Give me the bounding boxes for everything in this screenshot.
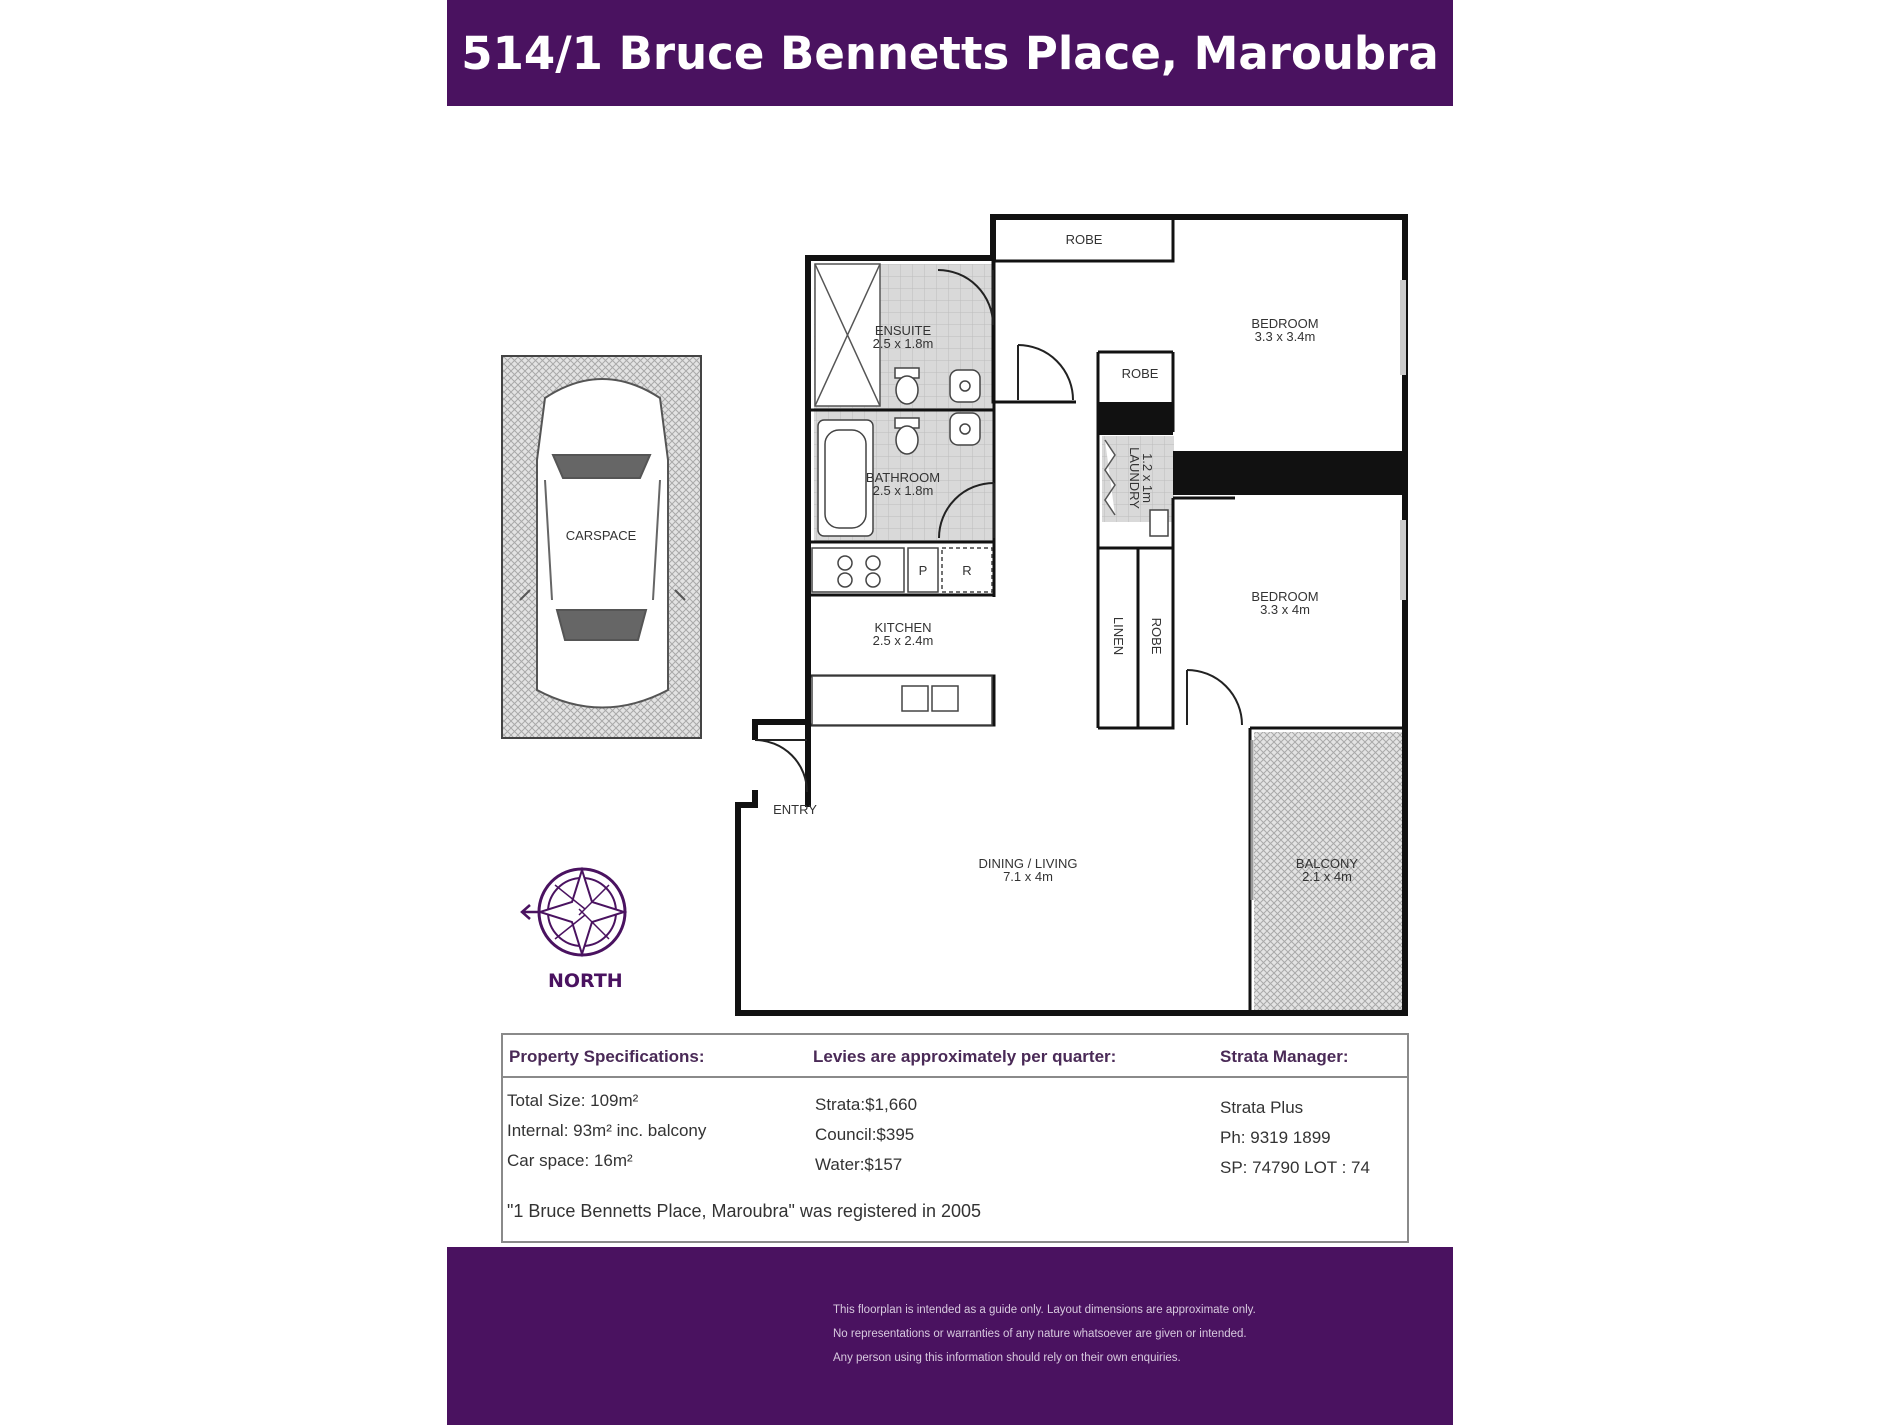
registration-note: "1 Bruce Bennetts Place, Maroubra" was registered in 2005 — [507, 1201, 982, 1221]
dining-label: DINING / LIVING — [978, 856, 1078, 871]
disclaimer-line: Any person using this information should rely on their own enquiries. — [833, 1352, 1181, 1364]
balcony-size: 2.1 x 4m — [1302, 869, 1352, 884]
pantry-label: P — [918, 563, 928, 578]
bedroom-divider-wall — [1173, 451, 1405, 495]
property-specs-heading: Property Specifications: — [509, 1047, 705, 1066]
robe-top-label: ROBE — [1065, 232, 1103, 247]
total-size: Total Size: 109m² — [507, 1091, 639, 1110]
ensuite-shower — [815, 264, 880, 406]
disclaimer-line: No representations or warranties of any nature whatsoever are given or intended. — [833, 1328, 1247, 1340]
strata-phone: Ph: 9319 1899 — [1220, 1128, 1331, 1147]
bedroom2-window — [1400, 520, 1406, 600]
laundry-size: 1.2 x 1m — [1140, 453, 1155, 503]
bedroom2-size: 3.3 x 4m — [1260, 602, 1310, 617]
car-icon — [520, 379, 685, 708]
specs-table — [501, 1033, 1409, 1243]
bedroom2-label: BEDROOM — [1251, 589, 1319, 604]
levies-heading: Levies are approximately per quarter: — [813, 1047, 1117, 1066]
strata-company: Strata Plus — [1220, 1098, 1304, 1117]
compass-rose-icon — [522, 869, 625, 955]
car-space-size: Car space: 16m² — [507, 1151, 633, 1170]
dining-size: 7.1 x 4m — [1003, 869, 1053, 884]
carspace-label: CARSPACE — [565, 528, 637, 543]
page-title: 514/1 Bruce Bennetts Place, Maroubra — [461, 26, 1439, 80]
internal-size: Internal: 93m² inc. balcony — [507, 1121, 707, 1140]
footer-bar — [447, 1247, 1453, 1425]
bedroom1-label: BEDROOM — [1251, 316, 1319, 331]
robe-mid-label: ROBE — [1121, 366, 1159, 381]
bathroom-label: BATHROOM — [865, 470, 941, 485]
linen-label: LINEN — [1111, 616, 1126, 656]
entry-label: ENTRY — [773, 802, 817, 817]
ensuite-size: 2.5 x 1.8m — [872, 336, 934, 351]
bedroom1-size: 3.3 x 3.4m — [1254, 329, 1316, 344]
disclaimer — [833, 1298, 1423, 1370]
ensuite-label: ENSUITE — [874, 323, 932, 338]
partition-wall — [1098, 402, 1173, 435]
north-label: NORTH — [548, 970, 623, 992]
balcony-label: BALCONY — [1295, 856, 1359, 871]
fridge-label: R — [962, 563, 972, 578]
strata-manager-heading: Strata Manager: — [1220, 1047, 1349, 1066]
disclaimer-line: This floorplan is intended as a guide only. Layout dimensions are approximate only. — [833, 1304, 1256, 1316]
bathroom-size: 2.5 x 1.8m — [872, 483, 934, 498]
spec-divider — [503, 1076, 1407, 1078]
council-levy: Council:$395 — [815, 1125, 915, 1144]
strata-plan-lot: SP: 74790 LOT : 74 — [1220, 1158, 1370, 1177]
water-levy: Water:$157 — [815, 1155, 903, 1174]
bedroom1-window — [1400, 280, 1406, 375]
laundry-label: LAUNDRY — [1127, 447, 1142, 509]
kitchen-label: KITCHEN — [874, 620, 932, 635]
robe-side-label: ROBE — [1149, 617, 1164, 655]
kitchen-size: 2.5 x 2.4m — [872, 633, 934, 648]
strata-levy: Strata:$1,660 — [815, 1095, 918, 1114]
